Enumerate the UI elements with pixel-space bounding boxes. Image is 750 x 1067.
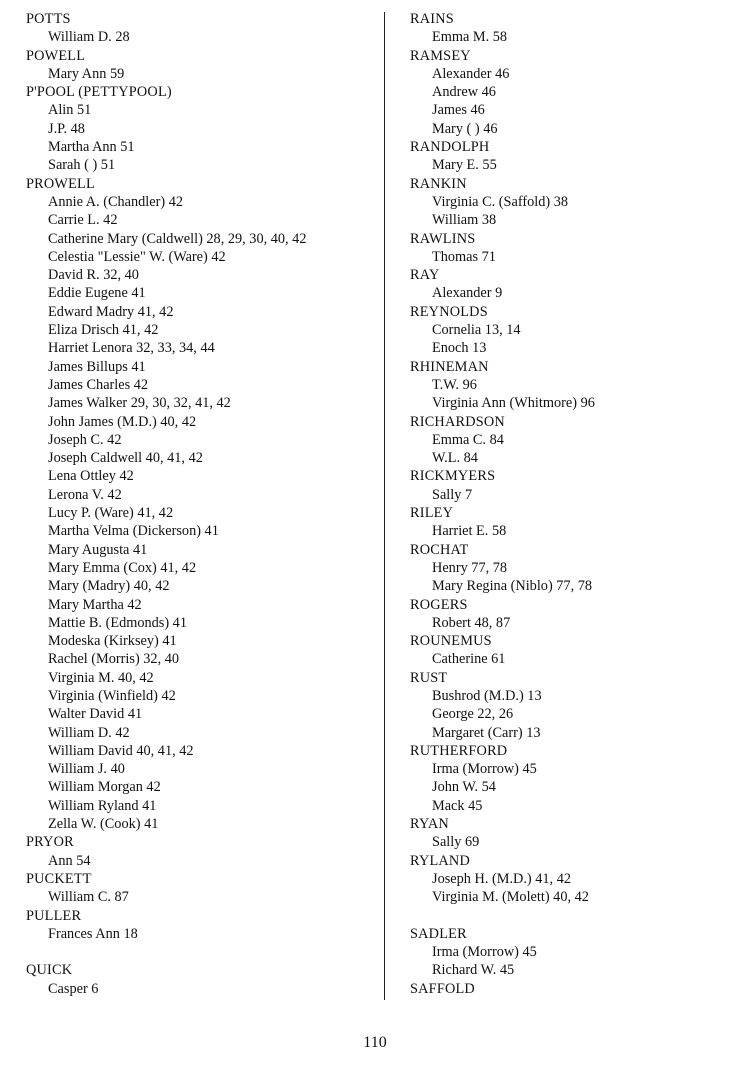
surname-heading: ROCHAT (410, 541, 469, 558)
index-entry: Rachel (Morris) 32, 40 (48, 651, 180, 668)
index-entry: Modeska (Kirksey) 41 (48, 633, 177, 650)
surname-heading: RYAN (410, 816, 449, 833)
surname-heading: QUICK (26, 962, 73, 979)
index-entry: Cornelia 13, 14 (432, 322, 521, 339)
index-entry: Joseph C. 42 (48, 431, 122, 448)
surname-heading: RAWLINS (410, 230, 476, 247)
index-entry: Virginia M. 40, 42 (48, 669, 154, 686)
surname-heading: PULLER (26, 907, 82, 924)
index-entry: Robert 48, 87 (432, 614, 511, 631)
index-entry: Alexander 9 (432, 285, 503, 302)
index-entry: William C. 87 (48, 889, 129, 906)
index-entry: Sally 7 (432, 486, 473, 503)
index-entry: William D. 28 (48, 29, 130, 46)
surname-heading: REYNOLDS (410, 303, 488, 320)
section-gap (26, 943, 366, 961)
index-entry: Zella W. (Cook) 41 (48, 816, 159, 833)
index-entry: Lerona V. 42 (48, 486, 122, 503)
surname-heading: POWELL (26, 47, 86, 64)
surname-heading: RANKIN (410, 175, 467, 192)
index-entry: Eliza Drisch 41, 42 (48, 322, 159, 339)
index-entry: Carrie L. 42 (48, 212, 118, 229)
surname-heading: RICKMYERS (410, 468, 496, 485)
index-entry: Bushrod (M.D.) 13 (432, 687, 542, 704)
index-entry: Andrew 46 (432, 84, 496, 101)
index-entry: Alin 51 (48, 102, 92, 119)
index-entry: Mary Emma (Cox) 41, 42 (48, 559, 197, 576)
index-entry: Eddie Eugene 41 (48, 285, 146, 302)
surname-heading: ROGERS (410, 596, 468, 613)
index-entry: Irma (Morrow) 45 (432, 761, 537, 778)
index-entry: Frances Ann 18 (48, 925, 138, 942)
index-entry: William D. 42 (48, 724, 130, 741)
index-entry: Margaret (Carr) 13 (432, 724, 541, 741)
surname-heading: RAMSEY (410, 47, 471, 64)
index-entry: Mary E. 55 (432, 157, 497, 174)
index-entry: Emma M. 58 (432, 29, 508, 46)
index-entry: Mary Ann 59 (48, 65, 125, 82)
surname-heading: RAY (410, 267, 440, 284)
index-entry: James Walker 29, 30, 32, 41, 42 (48, 395, 231, 412)
index-entry: Harriet Lenora 32, 33, 34, 44 (48, 340, 215, 357)
surname-heading: RHINEMAN (410, 358, 489, 375)
surname-heading: RILEY (410, 505, 454, 522)
index-entry: Catherine Mary (Caldwell) 28, 29, 30, 40, 42 (48, 230, 307, 247)
index-entry: Martha Ann 51 (48, 139, 135, 156)
index-entry: Martha Velma (Dickerson) 41 (48, 523, 219, 540)
index-entry: Joseph Caldwell 40, 41, 42 (48, 450, 203, 467)
index-entry: Emma C. 84 (432, 431, 504, 448)
column-divider (384, 12, 385, 1000)
index-entry: Lena Ottley 42 (48, 468, 134, 485)
surname-heading: SAFFOLD (410, 980, 475, 997)
index-entry: Ann 54 (48, 852, 91, 869)
index-entry: W.L. 84 (432, 450, 478, 467)
index-entry: William J. 40 (48, 761, 125, 778)
index-entry: Mary Martha 42 (48, 596, 142, 613)
index-entry: Lucy P. (Ware) 41, 42 (48, 505, 174, 522)
index-entry: David R. 32, 40 (48, 267, 139, 284)
index-entry: George 22, 26 (432, 706, 514, 723)
index-entry: Richard W. 45 (432, 962, 515, 979)
surname-heading: RICHARDSON (410, 413, 505, 430)
index-entry: Virginia C. (Saffold) 38 (432, 193, 569, 210)
surname-heading: RUTHERFORD (410, 742, 508, 759)
index-entry: William 38 (432, 212, 497, 229)
index-entry: Sally 69 (432, 834, 480, 851)
index-entry: William Morgan 42 (48, 779, 161, 796)
surname-heading: PUCKETT (26, 870, 92, 887)
index-entry: Mary Regina (Niblo) 77, 78 (432, 578, 593, 595)
index-entry: Casper 6 (48, 980, 99, 997)
surname-heading: RANDOLPH (410, 139, 490, 156)
index-entry: Edward Madry 41, 42 (48, 303, 174, 320)
surname-heading: PRYOR (26, 834, 74, 851)
index-entry: Henry 77, 78 (432, 559, 508, 576)
index-entry: James 46 (432, 102, 485, 119)
index-entry: William David 40, 41, 42 (48, 742, 194, 759)
index-entry: Alexander 46 (432, 65, 510, 82)
page-number: 110 (363, 1034, 387, 1051)
index-entry: Walter David 41 (48, 706, 143, 723)
surname-heading: RYLAND (410, 852, 470, 869)
index-entry: John W. 54 (432, 779, 496, 796)
index-entry: James Billups 41 (48, 358, 146, 375)
index-entry: Virginia (Winfield) 42 (48, 687, 176, 704)
index-entry: Catherine 61 (432, 651, 506, 668)
surname-heading: P'POOL (PETTYPOOL) (26, 84, 172, 101)
surname-heading: PROWELL (26, 175, 95, 192)
surname-heading: RUST (410, 669, 448, 686)
index-entry: Joseph H. (M.D.) 41, 42 (432, 870, 571, 887)
index-entry: Virginia Ann (Whitmore) 96 (432, 395, 595, 412)
left-index-column (26, 10, 366, 998)
index-entry: William Ryland 41 (48, 797, 157, 814)
index-entry: Virginia M. (Molett) 40, 42 (432, 889, 589, 906)
section-gap (410, 907, 740, 925)
index-entry: Celestia "Lessie" W. (Ware) 42 (48, 248, 226, 265)
index-entry: James Charles 42 (48, 376, 149, 393)
surname-heading: RAINS (410, 11, 454, 27)
index-entry: Irma (Morrow) 45 (432, 944, 537, 961)
surname-heading: POTTS (26, 11, 71, 27)
index-entry: Mack 45 (432, 797, 483, 814)
index-entry: Harriet E. 58 (432, 523, 507, 540)
index-entry: J.P. 48 (48, 120, 85, 137)
index-entry: Mary ( ) 46 (432, 120, 498, 137)
index-entry: Thomas 71 (432, 248, 496, 265)
index-entry: Mattie B. (Edmonds) 41 (48, 614, 187, 631)
surname-heading: ROUNEMUS (410, 633, 492, 650)
index-entry: Mary (Madry) 40, 42 (48, 578, 170, 595)
index-entry: Enoch 13 (432, 340, 487, 357)
surname-heading: SADLER (410, 925, 467, 942)
index-entry: Sarah ( ) 51 (48, 157, 116, 174)
index-entry: John James (M.D.) 40, 42 (48, 413, 197, 430)
index-entry: T.W. 96 (432, 376, 477, 393)
right-index-column (410, 10, 740, 998)
index-entry: Annie A. (Chandler) 42 (48, 193, 183, 210)
index-entry: Mary Augusta 41 (48, 541, 148, 558)
